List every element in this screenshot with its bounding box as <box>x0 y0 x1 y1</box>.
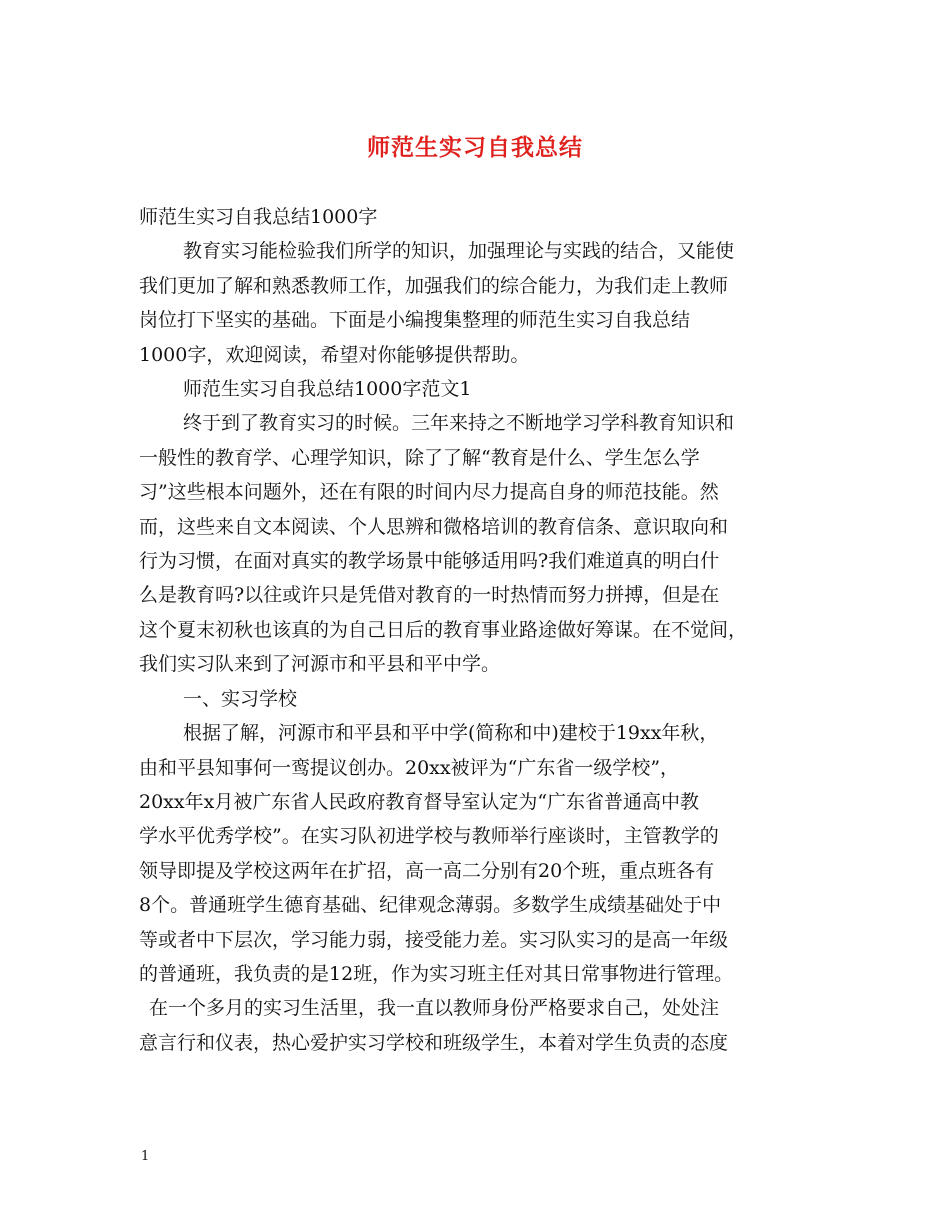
subtitle-line: 师范生实习自我总结1000字 <box>139 206 378 228</box>
paragraph-line: 么是教育吗?以往或许只是凭借对教育的一时热情而努力拼搏，但是在 <box>139 584 720 607</box>
paragraph-line: 根据了解，河源市和平县和平中学(简称和中)建校于19xx年秋， <box>183 722 719 745</box>
paragraph-line: 8个。普通班学生德育基础、纪律观念薄弱。多数学生成绩基础处于中 <box>139 894 722 917</box>
paragraph-line: 在一个多月的实习生活里，我一直以教师身份严格要求自己，处处注 <box>149 997 720 1020</box>
paragraph-line: 终于到了教育实习的时候。三年来持之不断地学习学科教育知识和 <box>183 412 735 435</box>
paragraph-line: 等或者中下层次，学习能力弱，接受能力差。实习队实习的是高一年级 <box>139 928 729 951</box>
paragraph-line: 学水平优秀学校”。在实习队初进学校与教师举行座谈时，主管教学的 <box>139 825 719 848</box>
paragraph-line: 我们更加了解和熟悉教师工作，加强我们的综合能力，为我们走上教师 <box>139 274 729 297</box>
paragraph-line: 这个夏末初秋也该真的为自己日后的教育事业路途做好筹谋。在不觉间， <box>139 618 748 641</box>
section-heading: 师范生实习自我总结1000字范文1 <box>183 378 472 401</box>
section-heading: 一、实习学校 <box>183 687 298 710</box>
paragraph-line: 我们实习队来到了河源市和平县和平中学。 <box>139 653 501 676</box>
paragraph-line: 一般性的教育学、心理学知识，除了了解“教育是什么、学生怎么学 <box>139 446 700 469</box>
paragraph-line: 而，这些来自文本阅读、个人思辨和微格培训的教育信条、意识取向和 <box>139 515 729 538</box>
paragraph-line: 习”这些根本问题外，还在有限的时间内尽力提高自身的师范技能。然 <box>139 481 719 504</box>
paragraph-line: 意言行和仪表，热心爱护实习学校和班级学生，本着对学生负责的态度 <box>139 1031 729 1054</box>
paragraph-line: 的普通班，我负责的是12班，作为实习班主任对其日常事物进行管理。 <box>139 962 734 985</box>
paragraph-line: 行为习惯，在面对真实的教学场景中能够适用吗?我们难道真的明白什 <box>139 550 720 573</box>
paragraph-line: 领导即提及学校这两年在扩招，高一高二分别有20个班，重点班各有 <box>139 859 715 882</box>
paragraph-line: 教育实习能检验我们所学的知识，加强理论与实践的结合，又能使 <box>183 240 735 263</box>
paragraph-line: 由和平县知事何一鸾提议创办。20xx被评为“广东省一级学校”， <box>139 756 680 779</box>
document-body <box>139 200 829 1060</box>
paragraph-line: 20xx年x月被广东省人民政府教育督导室认定为“广东省普通高中教 <box>139 790 700 813</box>
paragraph-line: 1000字，欢迎阅读，希望对你能够提供帮助。 <box>139 343 530 366</box>
paragraph-line: 岗位打下坚实的基础。下面是小编搜集整理的师范生实习自我总结 <box>139 309 691 332</box>
document-title: 师范生实习自我总结 <box>367 134 583 161</box>
page-number: 1 <box>141 1149 150 1164</box>
